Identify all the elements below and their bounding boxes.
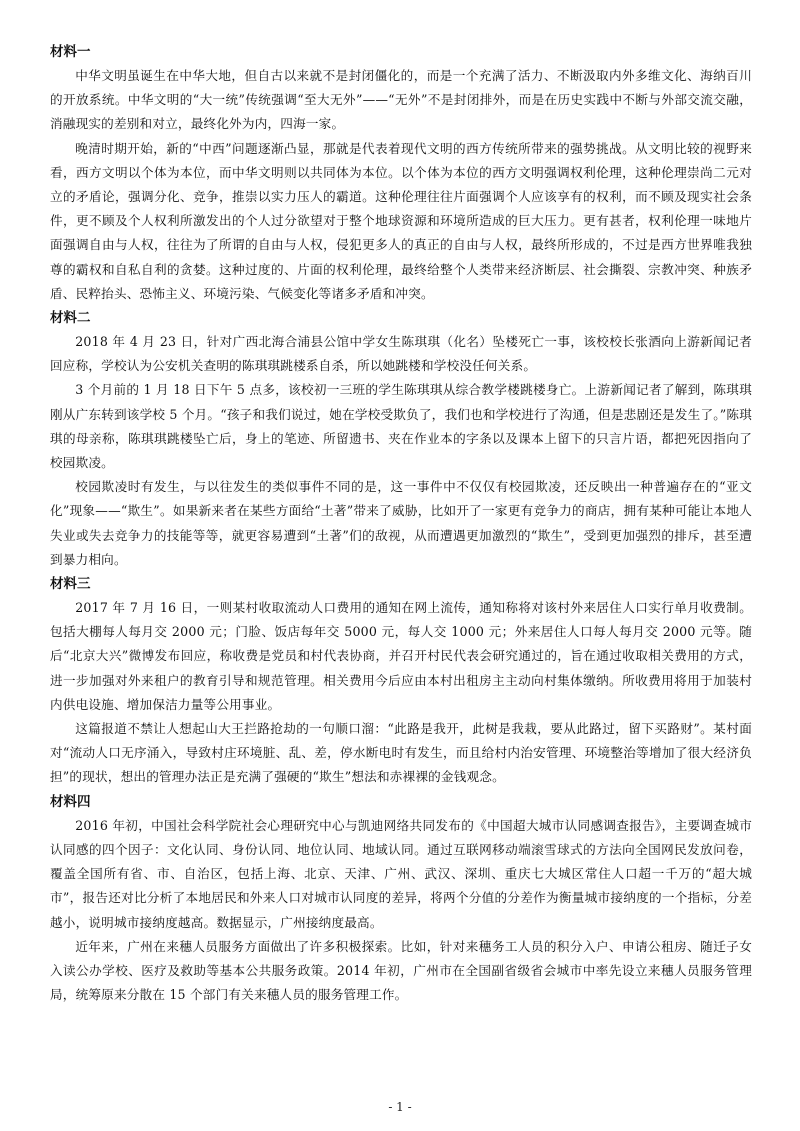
paragraph: 校园欺凌时有发生，与以往发生的类似事件不同的是，这一事件中不仅仅有校园欺凌，还反映出一种普遍存在的“亚文化”现象——“欺生”。如果新来者在某些方面给“土著”带来了威胁，比如开了一家更有竞争力的商店，拥有某种可能让本地人失业或失去竞争力的技能等等，就更容易遭到“土著”们的敌视，从而遭遇更加激烈的“欺生”，受到更加强烈的排斥，甚至遭到暴力相向。	[50, 479, 752, 567]
section-title: 材料三	[50, 576, 91, 593]
material-three	[50, 572, 752, 790]
paragraph: 晚清时期开始，新的“中西”问题逐渐凸显，那就是代表着现代文明的西方传统所带来的强势挑战。从文明比较的视野来看，西方文明以个体为本位，而中华文明则以共同体为本位。以个体为本位的西方文明强调权利伦理，这种伦理崇尚二元对立的矛盾论，强调分化、竞争，推崇以实力压人的霸道。这种伦理往往片面强调个人应该享有的权利，而不顾及现实社会条件，更不顾及个人权利所激发出的个人过分欲望对于整个地球资源和环境所造成的巨大压力。更有甚者，权利伦理一味地片面强调自由与人权，往往为了所谓的自由与人权，侵犯更多人的真正的自由与人权，最终所形成的，不过是西方世界唯我独尊的霸权和自私自利的贪婪。这种过度的、片面的权利伦理，最终给整个人类带来经济断层、社会撕裂、宗教冲突、种族矛盾、民粹抬头、恐怖主义、环境污染、气候变化等诸多矛盾和冲突。	[50, 140, 752, 301]
paragraph: 2016 年初，中国社会科学院社会心理研究中心与凯迪网络共同发布的《中国超大城市认同感调查报告》，主要调查城市认同感的四个因子：文化认同、身份认同、地位认同、地域认同。通过互联网移动端滚雪球式的方法向全国网民发放问卷，覆盖全国所有省、市、自治区，包括上海、北京、天津、广州、武汉、深圳、重庆七大城区常住人口超一千万的“超大城市”，报告还对比分析了本地居民和外来人口对城市认同度的差异，将两个分值的分差作为衡量城市接纳度的一个指标，分差越小，说明城市接纳度越高。数据显示，广州接纳度最高。	[50, 817, 752, 930]
material-four	[50, 790, 752, 1008]
section-title: 材料二	[50, 310, 91, 327]
paragraph: 2017 年 7 月 16 日，一则某村收取流动人口费用的通知在网上流传，通知称将对该村外来居住人口实行单月收费制。包括大棚每人每月交 2000 元；门脸、饭店每年交 5000 元，每人交 1000 元；外来居住人口每人每月交 2000 元等。随后“北京大兴”微博发布回应，称收费是党员和村代表协商，并召开村民代表会研究通过的，旨在通过收取相关费用的方式，进一步加强对外来租户的教育引导和规范管理。相关费用今后应由本村出租房主主动向村集体缴纳。所收费用将用于加装村内供电设施、增加保洁力量等公用事业。	[50, 600, 752, 712]
paragraph: 2018 年 4 月 23 日，针对广西北海合浦县公馆中学女生陈琪琪（化名）坠楼死亡一事，该校校长张酒向上游新闻记者回应称，学校认为公安机关查明的陈琪琪跳楼系自杀，所以她跳楼和学校没任何关系。	[50, 334, 752, 374]
paragraph: 近年来，广州在来穗人员服务方面做出了许多积极探索。比如，针对来穗务工人员的积分入户、申请公租房、随迁子女入读公办学校、医疗及救助等基本公共服务政策。2014 年初，广州市在全国副省级省会城市中率先设立来穗人员服务管理局，统筹原来分散在 15 个部门有关来穗人员的服务管理工作。	[50, 938, 752, 1003]
paragraph: 中华文明虽诞生在中华大地，但自古以来就不是封闭僵化的，而是一个充满了活力、不断汲取内外多维文化、海纳百川的开放系统。中华文明的“大一统”传统强调“至大无外”——“无外”不是封闭排外，而是在历史实践中不断与外部交流交融，消融现实的差别和对立，最终化外为内，四海一家。	[50, 68, 752, 132]
material-one	[50, 40, 752, 306]
page-number: - 1 -	[388, 1100, 412, 1114]
section-title: 材料一	[50, 44, 91, 60]
material-two	[50, 306, 752, 572]
section-title: 材料四	[50, 793, 91, 810]
paragraph: 3 个月前的 1 月 18 日下午 5 点多，该校初一三班的学生陈琪琪从综合教学楼跳楼身亡。上游新闻记者了解到，陈琪琪刚从广东转到该学校 5 个月。“孩子和我们说过，她在学校受欺负了，我们也和学校进行了沟通，但是悲剧还是发生了。”陈琪琪的母亲称，陈琪琪跳楼坠亡后，身上的笔迹、所留遗书、夹在作业本的字条以及课本上留下的只言片语，都把死因指向了校园欺凌。	[50, 382, 752, 471]
paragraph: 这篇报道不禁让人想起山大王拦路抢劫的一句顺口溜：“此路是我开，此树是我栽，要从此路过，留下买路财”。某村面对“流动人口无序涌入，导致村庄环境脏、乱、差，停水断电时有发生，而且给村内治安管理、环境整治等增加了很大经济负担”的现状，想出的管理办法正是充满了强硬的“欺生”想法和赤裸裸的金钱观念。	[50, 721, 752, 785]
